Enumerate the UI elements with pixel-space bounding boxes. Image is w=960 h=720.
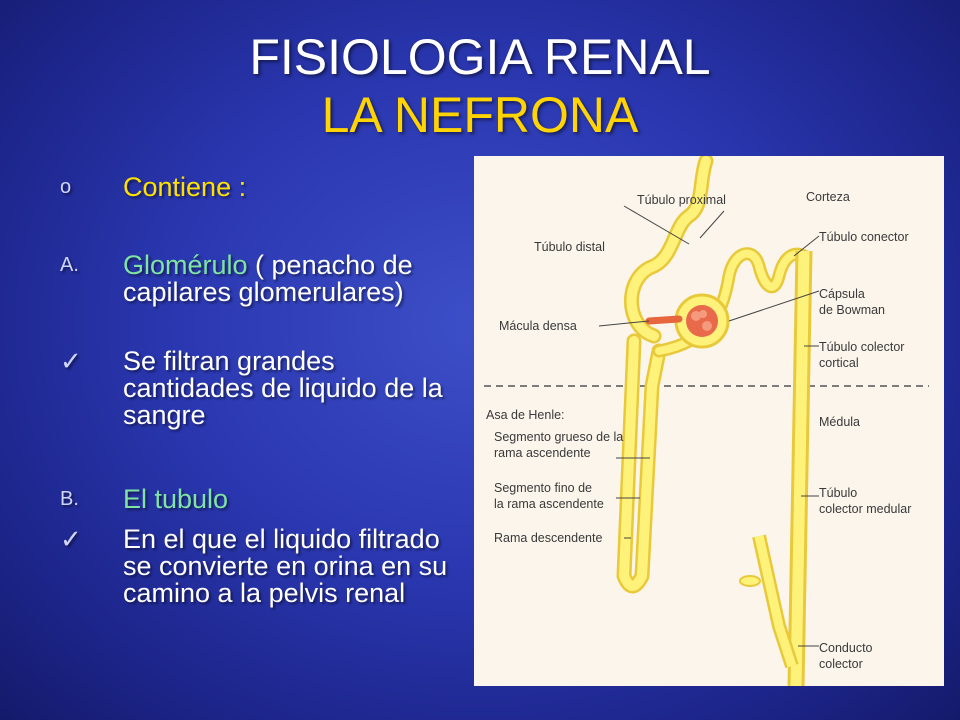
label-tubulo-proximal: Túbulo proximal (637, 193, 726, 207)
bullet-marker: A. (60, 254, 79, 276)
capillary-loop (702, 321, 712, 331)
nephron-illustration (474, 156, 944, 686)
label-segmento-fino-2: la rama ascendente (494, 497, 604, 511)
capillary-loop (699, 310, 707, 318)
label-corteza: Corteza (806, 190, 850, 204)
afferent-arteriole (649, 319, 679, 321)
label-tubulo-conector: Túbulo conector (819, 230, 909, 244)
bullet-marker: o (60, 176, 72, 198)
label-conducto-2: colector (819, 657, 863, 671)
label-colector-cortical-2: cortical (819, 356, 859, 370)
label-capsula-1: Cápsula (819, 287, 865, 301)
slide-title (0, 28, 960, 144)
label-colector-medular-1: Túbulo (819, 486, 858, 500)
bullet-highlight: Glomérulo (123, 250, 248, 280)
bullet-text: En el que el liquido filtrado se convierte en orina en su camino a la pelvis renal (123, 524, 448, 608)
label-capsula-2: de Bowman (819, 303, 886, 317)
nephron-diagram (474, 156, 944, 686)
label-segmento-fino-1: Segmento fino de (494, 481, 592, 495)
label-rama-descendente: Rama descendente (494, 531, 603, 545)
label-segmento-grueso-2: rama ascendente (494, 446, 591, 460)
title-line-2: LA NEFRONA (321, 87, 639, 143)
bullet-text-wrap (123, 252, 463, 306)
bullet-text: Se filtran grandes cantidades de liquido de la sangre (123, 346, 443, 430)
bullet-text: Contiene : (123, 172, 247, 202)
label-tubulo-distal: Túbulo distal (534, 240, 605, 254)
collecting-duct-branch (759, 536, 792, 666)
duct-cut-end (740, 576, 760, 586)
check-icon: ✓ (60, 346, 82, 376)
label-conducto-1: Conducto (819, 641, 873, 655)
label-medula: Médula (819, 415, 860, 429)
label-colector-cortical-1: Túbulo colector (819, 340, 905, 354)
title-line-1: FISIOLOGIA RENAL (249, 29, 711, 85)
bullet-text: ( penacho de capilares glomerulares) (123, 250, 413, 307)
bullet-text: El tubulo (123, 484, 229, 514)
label-macula-densa: Mácula densa (499, 319, 577, 333)
bullet-marker: B. (60, 488, 79, 510)
label-colector-medular-2: colector medular (819, 502, 912, 516)
leader-line (700, 211, 724, 238)
check-icon: ✓ (60, 524, 82, 554)
label-asa-henle: Asa de Henle: (486, 408, 565, 422)
label-segmento-grueso-1: Segmento grueso de la (494, 430, 624, 444)
glomerulus (686, 305, 718, 337)
